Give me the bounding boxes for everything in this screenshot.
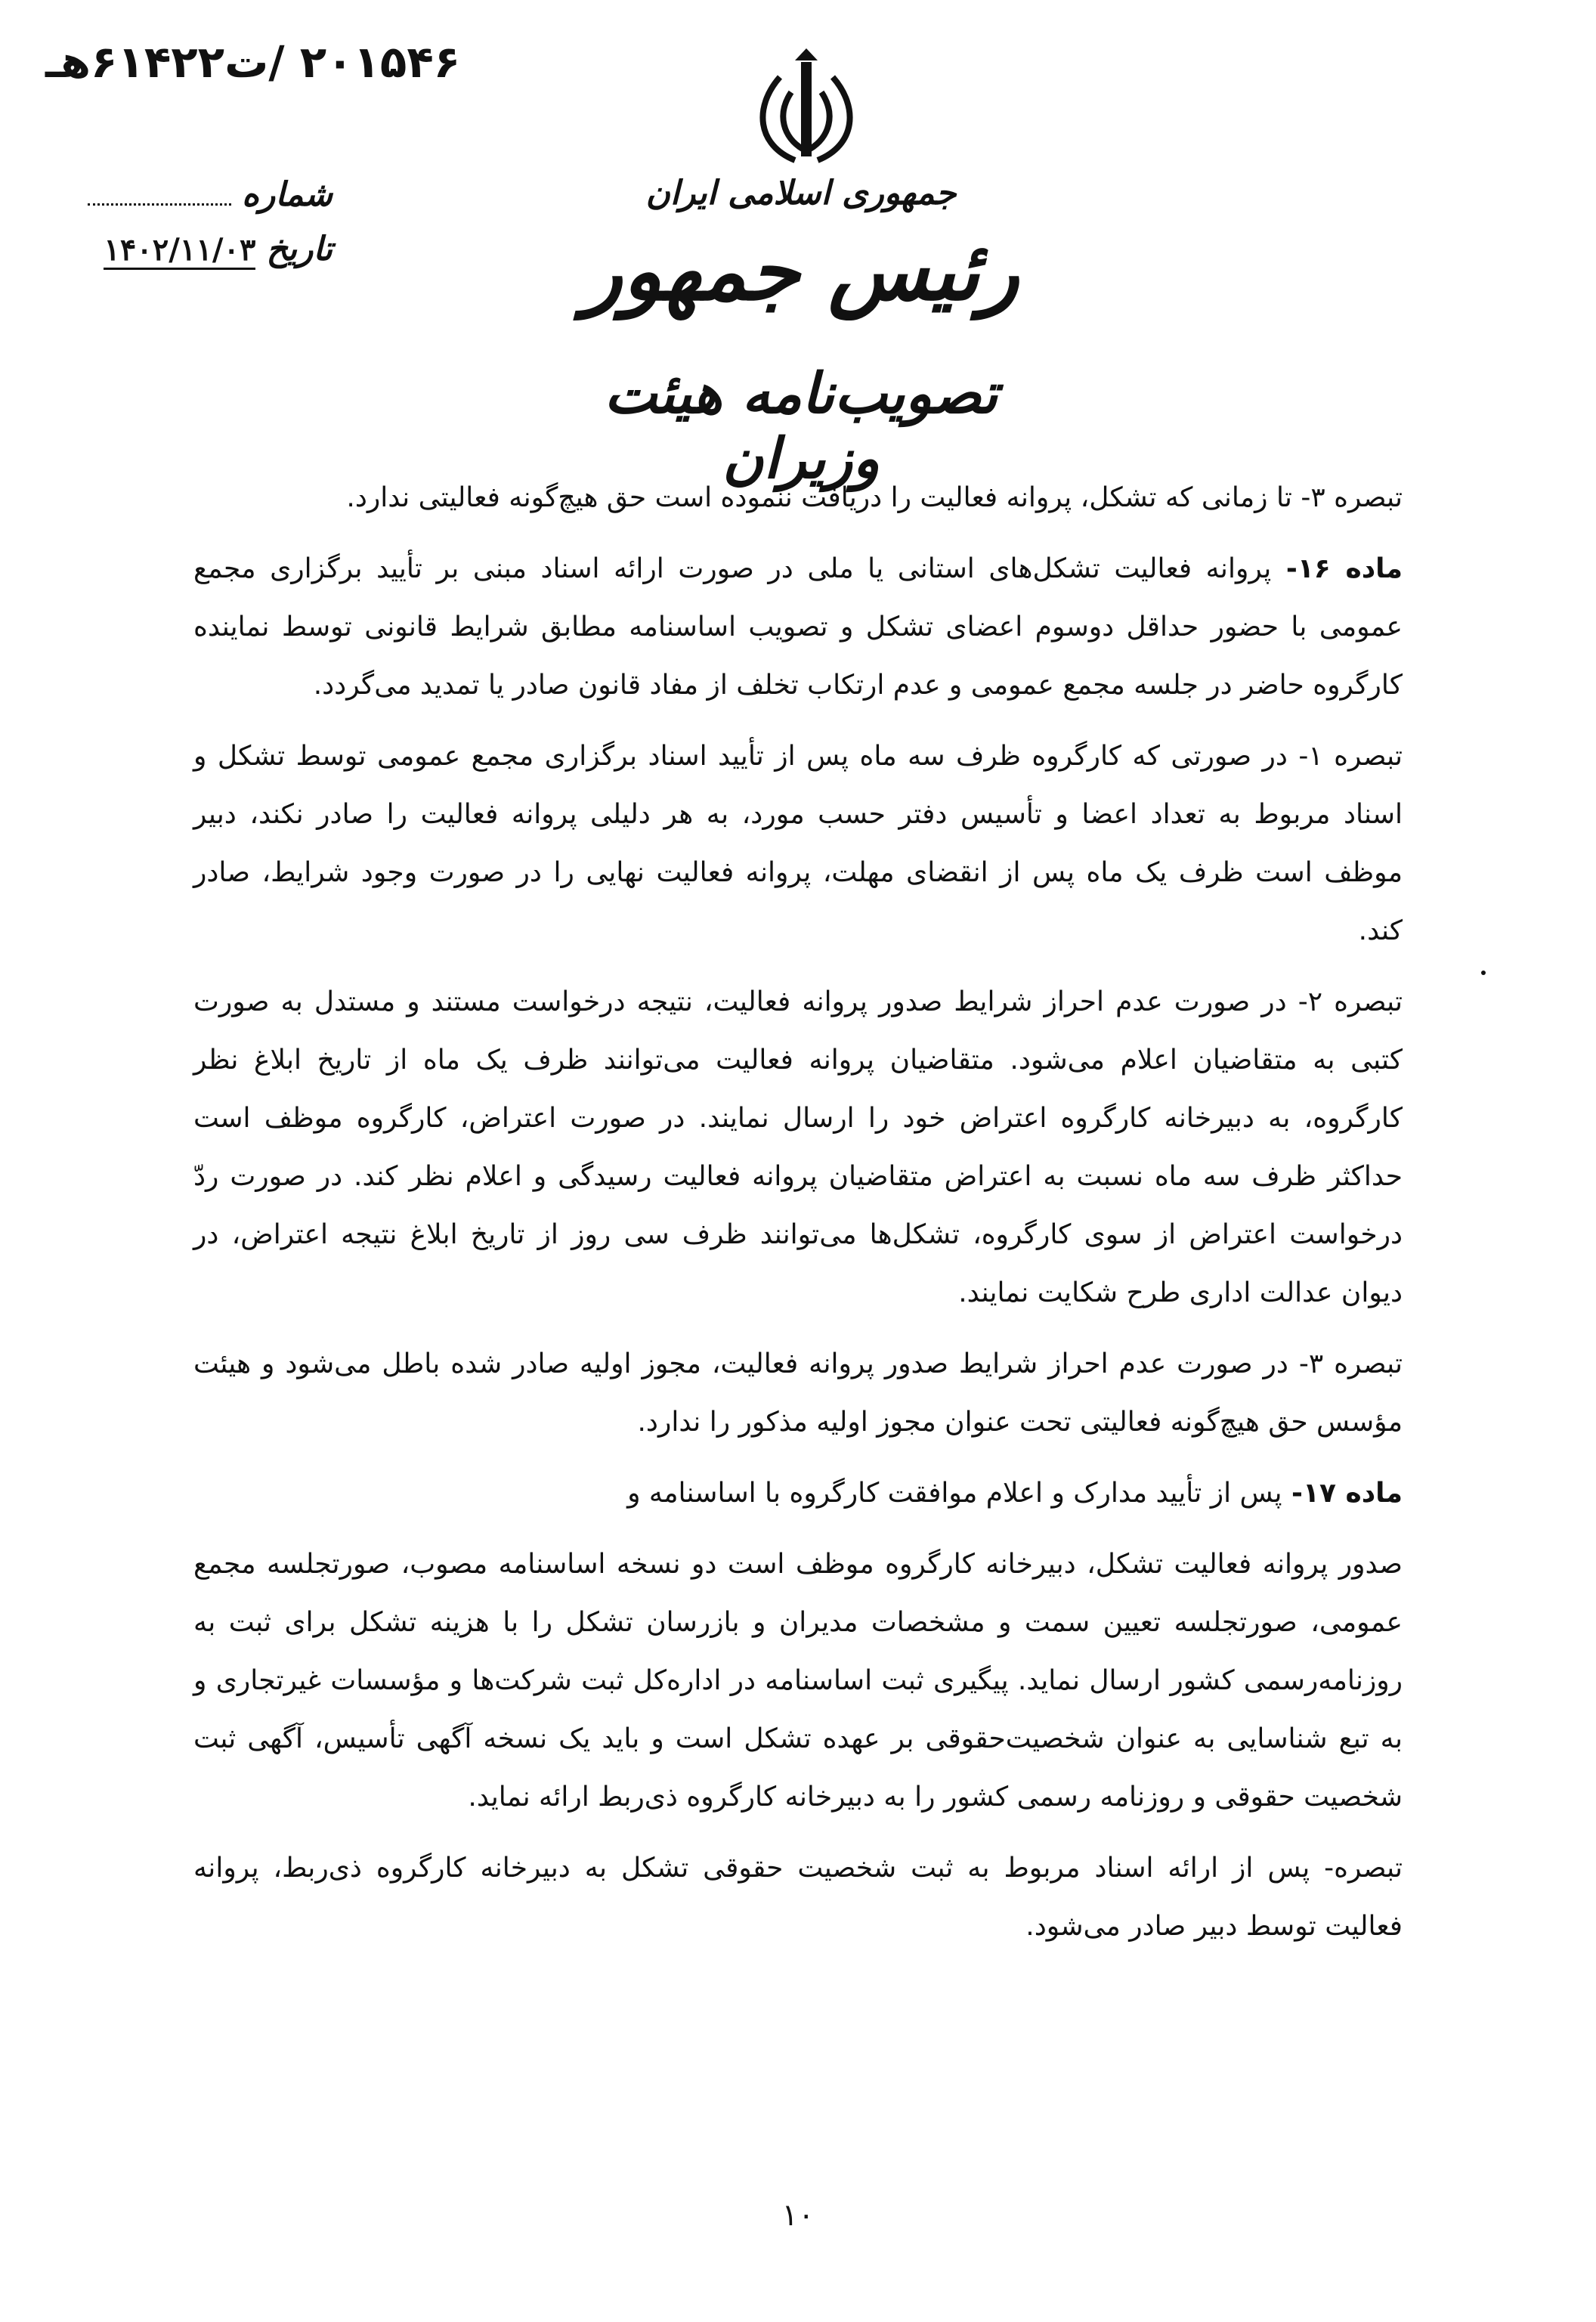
margin-dot bbox=[1481, 971, 1486, 975]
country-name: جمهوری اسلامی ایران bbox=[645, 174, 957, 212]
paragraph: تبصره ۳- تا زمانی که تشکل، پروانه فعالیت را دریافت ننموده است حق هیچ‌گونه فعالیتی ندارد. bbox=[346, 482, 1403, 513]
paragraph: تبصره ۳- در صورت عدم احراز شرایط صدور پروانه فعالیت، مجوز اولیه صادر شده باطل می‌شود و هیئت مؤسس حق هیچ‌گونه فعالیتی تحت عنوان مجوز اولیه مذکور را ندارد. bbox=[193, 1348, 1403, 1438]
number-value bbox=[88, 203, 231, 206]
paragraph: تبصره ۱- در صورتی که کارگروه ظرف سه ماه پس از تأیید اسناد برگزاری مجمع عمومی توسط تشکل و اسناد مربوط به تعداد اعضا و تأسیس دفتر حسب مورد، به هر دلیلی پروانه فعالیت را صادر نکند، دبیر موظف است ظرف یک ماه پس از انقضای مهلت، پروانه فعالیت نهایی را در صورت وجود شرایط، صادر کند. bbox=[193, 741, 1403, 946]
document-meta bbox=[76, 175, 332, 284]
number-row bbox=[76, 175, 332, 230]
page-number: ۱۰ bbox=[781, 2198, 815, 2233]
paragraph: تبصره- پس از ارائه اسناد مربوط به ثبت شخصیت حقوقی تشکل به دبیرخانه کارگروه ذی‌ربط، پروانه فعالیت توسط دبیر صادر می‌شود. bbox=[193, 1853, 1403, 1942]
paragraph: تبصره ۲- در صورت عدم احراز شرایط صدور پروانه فعالیت، نتیجه درخواست مستند و مستدل به صورت کتبی به متقاضیان اعلام می‌شود. متقاضیان پروانه فعالیت می‌توانند ظرف یک ماه از تاریخ ابلاغ نظر کارگروه، به دبیرخانه کارگروه اعتراض خود را ارسال نمایند. در صورت اعتراض، کارگروه موظف است حداکثر ظرف سه ماه نسبت به اعتراض متقاضیان پروانه فعالیت رسیدگی و اعلام نظر کند. در صورت ردّ درخواست اعتراض از سوی کارگروه، تشکل‌ها می‌توانند ظرف سی روز از تاریخ ابلاغ نتیجه اعتراض، در دیوان عدالت اداری طرح شکایت نمایند. bbox=[193, 986, 1403, 1308]
date-value: ۱۴۰۲/۱۱/۰۳ bbox=[104, 232, 255, 270]
date-label: تاریخ bbox=[266, 230, 332, 268]
paragraph: ماده ۱۶- پروانه فعالیت تشکل‌های استانی یا ملی در صورت ارائه اسناد مبنی بر تأیید برگزاری مجمع عمومی با حضور حداقل دوسوم اعضای تشکل و تصویب اساسنامه مطابق شرایط قانونی توسط نماینده کارگروه حاضر در جلسه مجمع عمومی و عدم ارتکاب تخلف از مفاد قانون صادر یا تمدید می‌گردد. bbox=[193, 553, 1403, 701]
paragraph: صدور پروانه فعالیت تشکل، دبیرخانه کارگروه موظف است دو نسخه اساسنامه مصوب، صورتجلسه مجمع عمومی، صورتجلسه تعیین سمت و مشخصات مدیران و بازرسان تشکل را با هزینه تشکل برای ثبت به روزنامه‌رسمی کشور ارسال نماید. پیگیری ثبت اساسنامه در اداره‌کل ثبت شرکت‌ها و مؤسسات غیرتجاری و به تبع شناسایی به عنوان شخصیت‌حقوقی بر عهده تشکل است و باید یک نسخه آگهی تأسیس، آگهی ثبت شخصیت حقوقی و روزنامه رسمی کشور را به دبیرخانه کارگروه ذی‌ربط ارائه نماید. bbox=[193, 1549, 1403, 1813]
number-label: شماره bbox=[241, 175, 332, 214]
paragraph: ماده ۱۷- پس از تأیید مدارک و اعلام موافقت کارگروه با اساسنامه و bbox=[627, 1478, 1403, 1509]
emblem-icon bbox=[750, 47, 863, 168]
document-kind: تصویب‌نامه هیئت وزیران bbox=[604, 361, 998, 491]
body-text bbox=[193, 469, 1403, 1968]
office-title: رئیس جمهور bbox=[583, 224, 1019, 319]
reference-number: ۲۰۱۵۴۶ /ت۶۱۴۲۲هـ bbox=[45, 36, 461, 88]
date-row bbox=[76, 230, 332, 284]
